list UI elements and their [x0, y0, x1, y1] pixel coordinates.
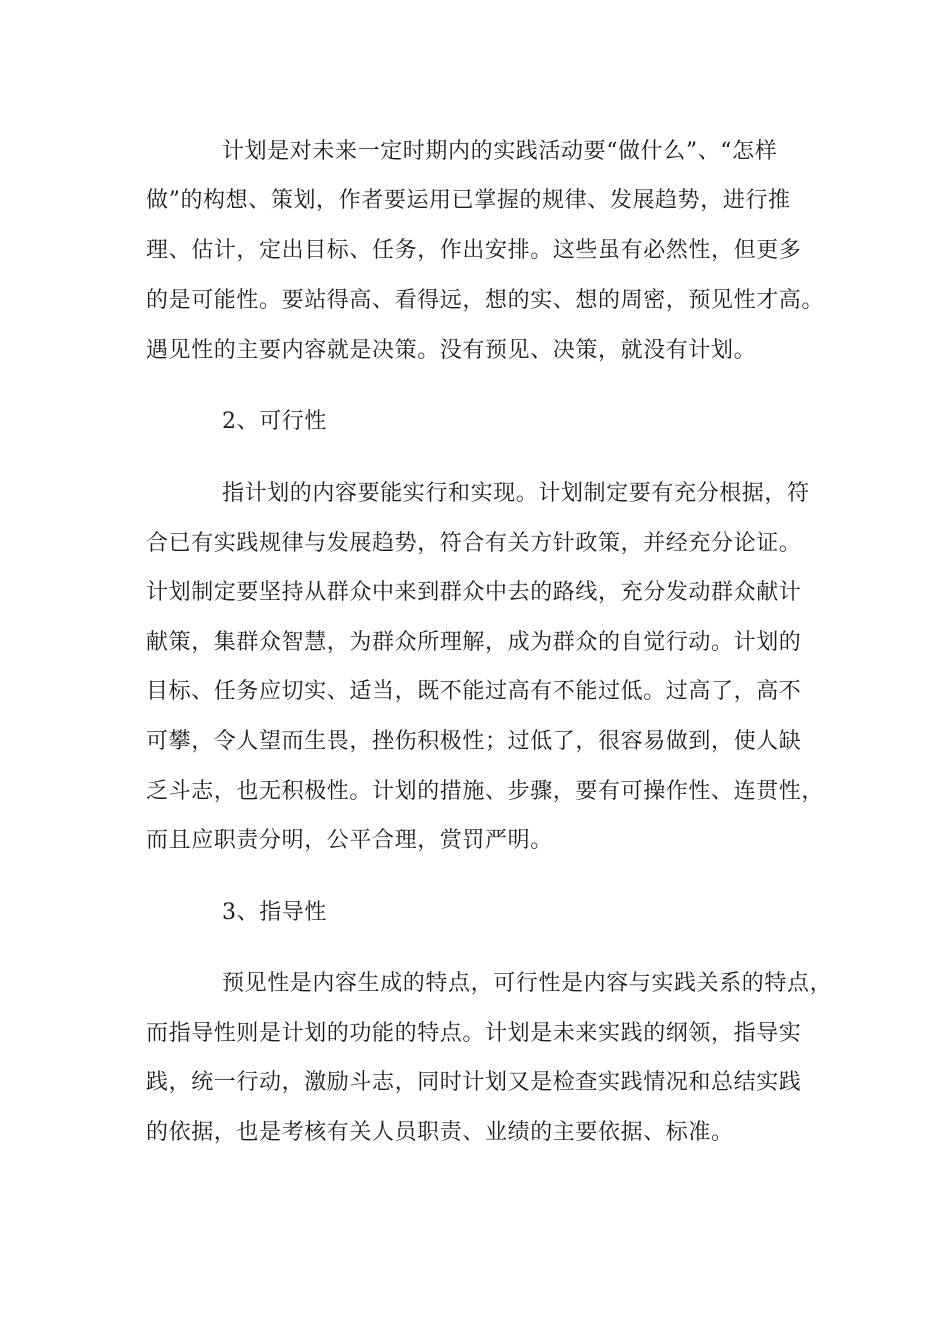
paragraph-line: 合已有实践规律与发展趋势，符合有关方针政策，并经充分论证。: [146, 531, 802, 556]
paragraph-line: 目标、任务应切实、适当，既不能过高有不能过低。过高了，高不: [146, 679, 802, 704]
paragraph-line: 计划是对未来一定时期内的实践活动要“做什么”、“怎样: [222, 139, 778, 164]
section-heading-guidance: 3、指导性: [222, 900, 327, 925]
paragraph-line: 而且应职责分明，公平合理，赏罚严明。: [146, 828, 553, 853]
paragraph-line: 遇见性的主要内容就是决策。没有预见、决策，就没有计划。: [146, 338, 757, 363]
paragraph-line: 而指导性则是计划的功能的特点。计划是未来实践的纲领，指导实: [146, 1021, 802, 1046]
paragraph-line: 践，统一行动，激励斗志，同时计划又是检查实践情况和总结实践: [146, 1070, 802, 1095]
paragraph-line: 指计划的内容要能实行和实现。计划制定要有充分根据，符: [222, 481, 810, 506]
paragraph-line: 的依据，也是考核有关人员职责、业绩的主要依据、标准。: [146, 1120, 734, 1145]
paragraph-line: 计划制定要坚持从群众中来到群众中去的路线，充分发动群众献计: [146, 580, 802, 605]
section-heading-feasibility: 2、可行性: [222, 409, 327, 434]
paragraph-line: 乏斗志，也无积极性。计划的措施、步骤，要有可操作性、连贯性，: [146, 779, 825, 804]
paragraph-line: 献策，集群众智慧，为群众所理解，成为群众的自觉行动。计划的: [146, 630, 802, 655]
paragraph-line: 做”的构想、策划，作者要运用已掌握的规律、发展趋势，进行推: [146, 188, 791, 213]
paragraph-line: 可攀，令人望而生畏，挫伤积极性；过低了，很容易做到，使人缺: [146, 729, 802, 754]
paragraph-line: 的是可能性。要站得高、看得远，想的实、想的周密，预见性才高。: [146, 288, 825, 313]
paragraph-line: 预见性是内容生成的特点，可行性是内容与实践关系的特点，: [222, 971, 833, 996]
paragraph-line: 理、估计，定出目标、任务，作出安排。这些虽有必然性，但更多: [146, 238, 802, 263]
